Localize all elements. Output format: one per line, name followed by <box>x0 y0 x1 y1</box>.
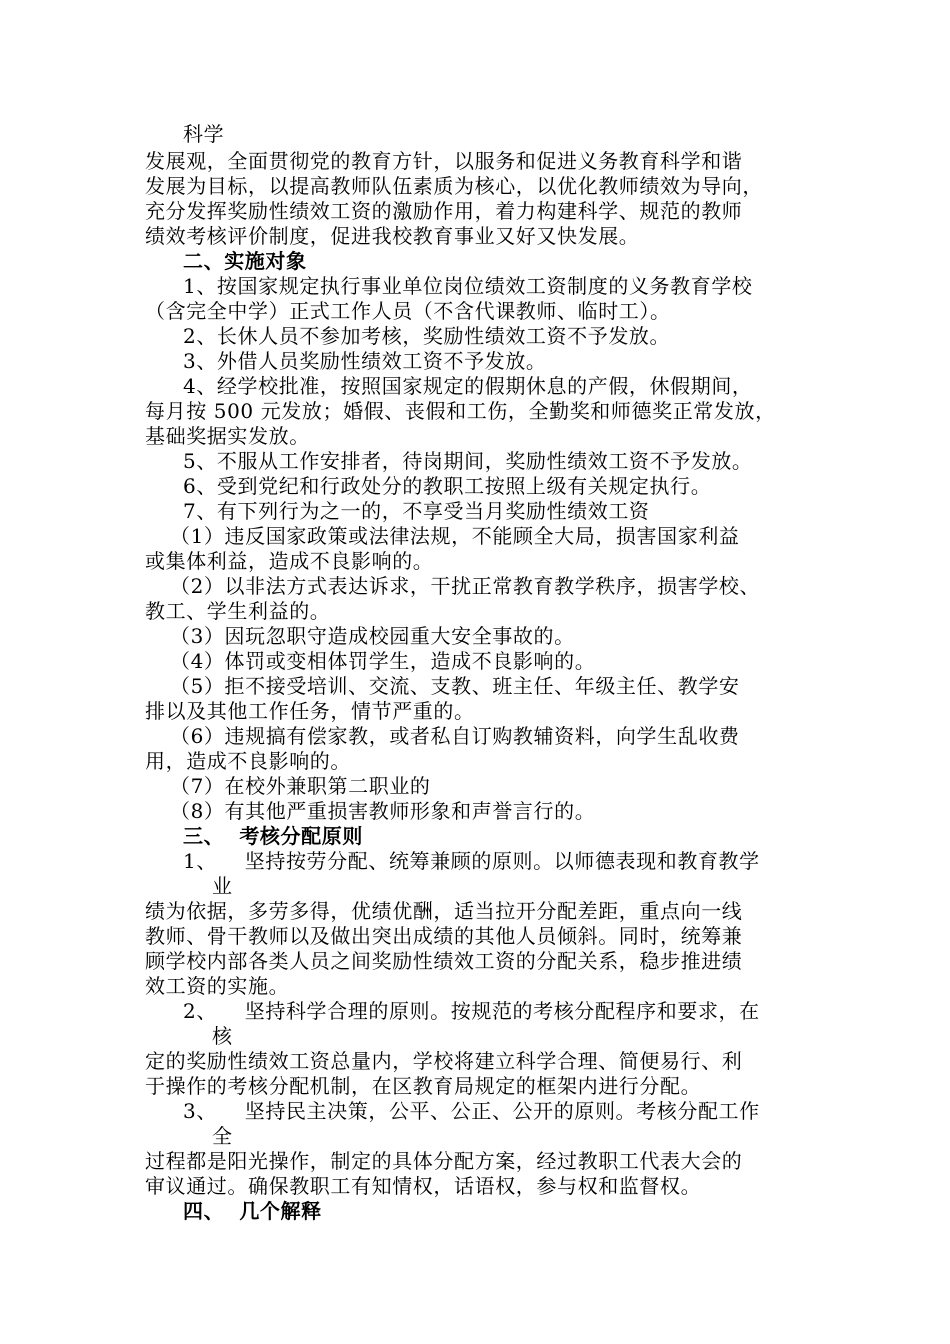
text-line: 1、 坚持按劳分配、统筹兼顾的原则。以师德表现和教育教学 <box>183 849 760 873</box>
text-line: 顾学校内部各类人员之间奖励性绩效工资的分配关系，稳步推进绩 <box>145 949 743 973</box>
text-line: 定的奖励性绩效工资总量内，学校将建立科学合理、简便易行、利 <box>145 1049 743 1073</box>
text-line: 效工资的实施。 <box>145 974 290 998</box>
text-line: 2、 坚持科学合理的原则。按规范的考核分配程序和要求，在 <box>183 999 760 1023</box>
text-line: （3）因玩忽职守造成校园重大安全事故的。 <box>170 624 575 648</box>
text-line: 绩为依据，多劳多得，优绩优酬，适当拉开分配差距，重点向一线 <box>145 899 743 923</box>
text-line: 6、受到党纪和行政处分的教职工按照上级有关规定执行。 <box>183 474 712 498</box>
text-line: 基础奖据实发放。 <box>145 424 310 448</box>
text-line: 2、长休人员不参加考核，奖励性绩效工资不予发放。 <box>183 324 671 348</box>
text-line: 每月按 500 元发放；婚假、丧假和工伤，全勤奖和师德奖正常发放， <box>145 399 776 423</box>
text-line: 用，造成不良影响的。 <box>145 749 351 773</box>
text-line: （4）体罚或变相体罚学生，造成不良影响的。 <box>170 649 596 673</box>
text-line: 绩效考核评价制度，促进我校教育事业又好又快发展。 <box>145 224 640 248</box>
text-line: 审议通过。确保教职工有知情权，话语权，参与权和监督权。 <box>145 1174 702 1198</box>
text-line: （8）有其他严重损害教师形象和声誉言行的。 <box>170 799 596 823</box>
text-line: 发展为目标，以提高教师队伍素质为核心，以优化教师绩效为导向， <box>145 174 763 198</box>
text-line: 发展观，全面贯彻党的教育方针，以服务和促进义务教育科学和谐 <box>145 149 743 173</box>
section-heading: 二、实施对象 <box>183 249 307 273</box>
section-heading: 四、 几个解释 <box>183 1199 322 1223</box>
text-line: 充分发挥奖励性绩效工资的激励作用，着力构建科学、规范的教师 <box>145 199 743 223</box>
text-line: （2）以非法方式表达诉求，干扰正常教育教学秩序，损害学校、 <box>170 574 761 598</box>
text-line: 过程都是阳光操作，制定的具体分配方案，经过教职工代表大会的 <box>145 1149 743 1173</box>
text-line: 4、经学校批准，按照国家规定的假期休息的产假，休假期间， <box>183 374 753 398</box>
text-line: 教工、学生利益的。 <box>145 599 331 623</box>
text-line: （1）违反国家政策或法律法规，不能顾全大局，损害国家利益 <box>170 524 740 548</box>
text-line: （5）拒不接受培训、交流、支教、班主任、年级主任、教学安 <box>170 674 740 698</box>
text-line: 于操作的考核分配机制，在区教育局规定的框架内进行分配。 <box>145 1074 702 1098</box>
text-line: 1、按国家规定执行事业单位岗位绩效工资制度的义务教育学校 <box>183 274 753 298</box>
text-line: （6）违规搞有偿家教，或者私自订购教辅资料，向学生乱收费 <box>170 724 740 748</box>
section-heading: 三、 考核分配原则 <box>183 824 363 848</box>
text-line: 3、外借人员奖励性绩效工资不予发放。 <box>183 349 547 373</box>
text-line: （7）在校外兼职第二职业的 <box>170 774 431 798</box>
text-line: 全 <box>212 1124 233 1148</box>
text-line: 3、 坚持民主决策，公平、公正、公开的原则。考核分配工作 <box>183 1099 760 1123</box>
text-line: 或集体利益，造成不良影响的。 <box>145 549 434 573</box>
text-line: 业 <box>212 874 233 898</box>
text-line: 排以及其他工作任务，情节严重的。 <box>145 699 475 723</box>
text-line: 科学 <box>183 122 225 146</box>
text-line: 核 <box>212 1024 233 1048</box>
text-line: （含完全中学）正式工作人员（不含代课教师、临时工）。 <box>145 299 671 323</box>
text-line: 7、有下列行为之一的，不享受当月奖励性绩效工资 <box>183 499 650 523</box>
text-line: 教师、骨干教师以及做出突出成绩的其他人员倾斜。同时，统筹兼 <box>145 924 743 948</box>
text-line: 5、不服从工作安排者，待岗期间，奖励性绩效工资不予发放。 <box>183 449 753 473</box>
